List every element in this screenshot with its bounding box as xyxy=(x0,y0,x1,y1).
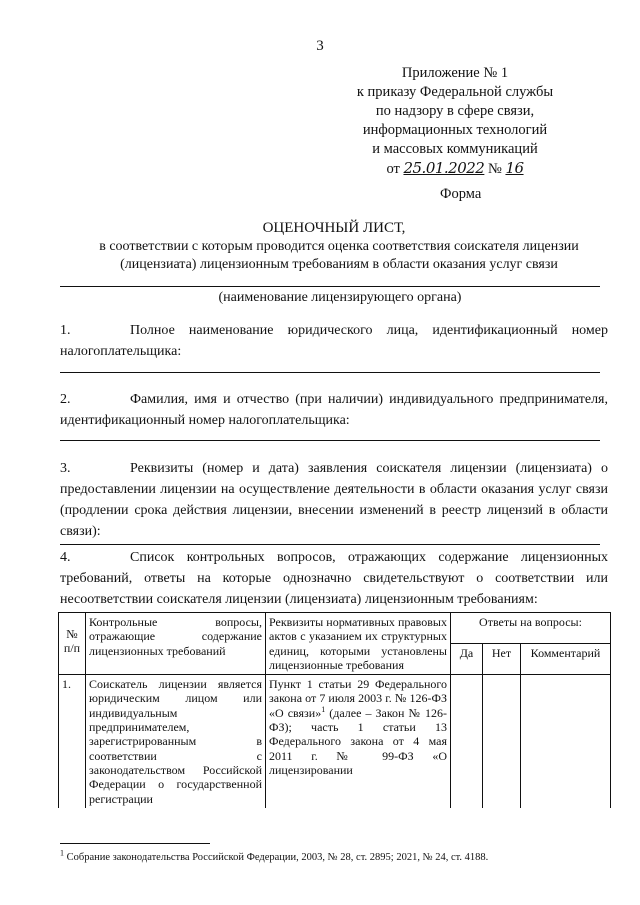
appendix-line: Приложение № 1 xyxy=(401,65,509,81)
date-prefix: от xyxy=(386,161,400,177)
item-3 xyxy=(60,458,608,542)
checklist-table xyxy=(58,612,611,808)
row-requisites xyxy=(266,675,451,808)
appendix-line: информационных технологий xyxy=(362,122,548,138)
handwritten-number: 16 xyxy=(505,159,524,177)
form-label: Форма xyxy=(440,186,482,202)
footnote xyxy=(60,848,489,863)
page-number: 3 xyxy=(316,38,324,54)
number-prefix: № xyxy=(487,161,502,177)
document-subtitle: в соответствии с которым проводится оценка соответствия соискателя лицензии (лицензиата) лицензионным требованиям в области оказания услуг связи xyxy=(99,239,579,272)
row-no xyxy=(483,675,521,808)
row-number: 1. xyxy=(59,675,86,808)
footnote-ref: 1 xyxy=(321,704,326,714)
item-number: 1. xyxy=(60,323,71,338)
item-1 xyxy=(60,320,608,362)
appendix-line: и массовых коммуникаций xyxy=(372,141,538,157)
item-number: 2. xyxy=(60,392,71,407)
appendix-header xyxy=(330,64,580,179)
item-number: 4. xyxy=(60,550,71,565)
table-row xyxy=(59,675,611,808)
requisite-text: (далее – Закон № 126-ФЗ); часть 1 статьи 13 Федерального закона от 4 мая 2011 г. № 99-ФЗ «О лицензировании xyxy=(269,705,447,777)
header-number: № п/п xyxy=(59,613,86,675)
header-requisites: Реквизиты нормативных правовых актов с указанием их структурных единиц, которыми установлены лицензионные требования xyxy=(266,613,451,675)
item-text: Фамилия, имя и отчество (при наличии) индивидуального предпринимателя, идентификационный номер налогоплательщика: xyxy=(60,392,608,428)
fill-in-line xyxy=(60,440,600,441)
row-question: Соискатель лицензии является юридическим лицом или индивидуальным предпринимателем, зарегистрированным в соответствии с законодательством Российской Федерации о государственной регистрации xyxy=(86,675,266,808)
appendix-line: к приказу Федеральной службы xyxy=(356,84,554,100)
item-number: 3. xyxy=(60,461,71,476)
footnote-marker: 1 xyxy=(60,848,64,858)
header-questions: Контрольные вопросы, отражающие содержание лицензионных требований xyxy=(86,613,266,675)
row-comment xyxy=(521,675,611,808)
table-header-row xyxy=(59,613,611,644)
item-2 xyxy=(60,389,608,431)
header-no: Нет xyxy=(483,644,521,675)
item-text: Список контрольных вопросов, отражающих содержание лицензионных требований, ответы на которые однозначно свидетельствуют о соответствии или несоответствии соискателя лицензии (лицензиата) лицензионным требованиям: xyxy=(60,550,608,607)
fill-in-line xyxy=(60,286,600,287)
appendix-line: по надзору в сфере связи, xyxy=(375,103,535,119)
item-text: Реквизиты (номер и дата) заявления соискателя лицензии (лицензиата) о предоставлении лицензии на осуществление деятельности в области оказания услуг связи (продлении срока действия лицензии, внесении изменений в реестр лицензий в области связи): xyxy=(60,461,608,539)
requisite-text: Пункт 1 статьи 29 Федерального закона от 7 июля 2003 г. № 126-ФЗ «О связи» xyxy=(269,677,447,720)
order-date-line xyxy=(330,159,580,179)
licensing-authority-caption: (наименование лицензирующего органа) xyxy=(218,290,462,305)
item-4 xyxy=(60,547,608,610)
header-comment: Комментарий xyxy=(521,644,611,675)
item-text: Полное наименование юридического лица, идентификационный номер налогоплательщика: xyxy=(60,323,608,359)
document-title: ОЦЕНОЧНЫЙ ЛИСТ, xyxy=(262,220,406,236)
footnote-separator xyxy=(60,843,210,844)
footnote-text: Собрание законодательства Российской Федерации, 2003, № 28, ст. 2895; 2021, № 24, ст. 4188. xyxy=(64,852,489,863)
fill-in-line xyxy=(60,372,600,373)
row-yes xyxy=(451,675,483,808)
header-answers: Ответы на вопросы: xyxy=(451,613,611,644)
fill-in-line xyxy=(60,544,600,545)
header-yes: Да xyxy=(451,644,483,675)
handwritten-date: 25.01.2022 xyxy=(403,159,485,177)
